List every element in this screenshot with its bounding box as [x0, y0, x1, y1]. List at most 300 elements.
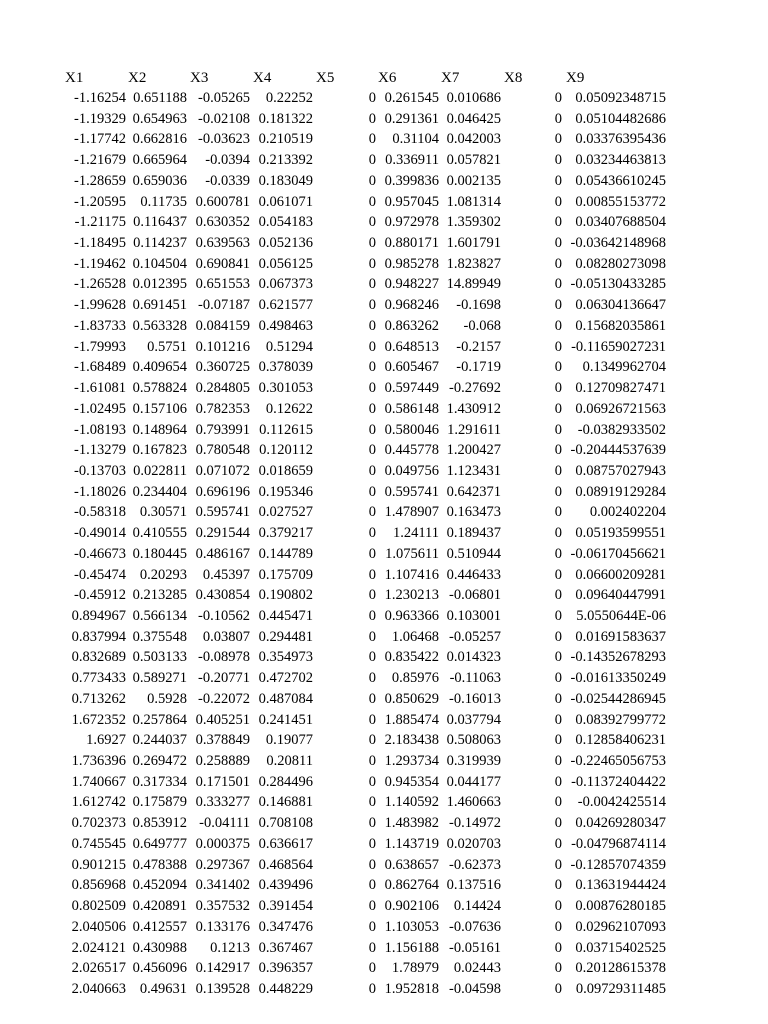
- cell-x5: 0: [368, 235, 376, 252]
- cell-x6: 0.945354: [384, 773, 439, 790]
- cell-x1: 1.736396: [71, 753, 126, 770]
- cell-x7: 1.430912: [446, 400, 501, 417]
- cell-x5: 0: [368, 690, 376, 707]
- cell-x4: 0.448229: [258, 980, 313, 997]
- cell-x7: -0.04598: [449, 980, 501, 997]
- cell-x1: 0.832689: [71, 649, 126, 666]
- cell-x7: -0.1719: [456, 359, 501, 376]
- cell-x1: 2.040506: [71, 918, 126, 935]
- column-header-x8: X8: [504, 70, 523, 86]
- cell-x3: 0.258889: [195, 753, 250, 770]
- cell-x8: 0: [554, 753, 562, 770]
- table-row: [0, 896, 768, 916]
- cell-x4: 0.22252: [265, 90, 313, 106]
- cell-x7: 1.291611: [447, 421, 501, 438]
- cell-x9: 0.15682035861: [575, 317, 666, 334]
- cell-x5: 0: [368, 670, 376, 687]
- cell-x2: 0.022811: [133, 462, 187, 479]
- cell-x6: 0.336911: [385, 152, 439, 169]
- cell-x8: 0: [554, 960, 562, 977]
- cell-x5: 0: [368, 877, 376, 894]
- cell-x5: 0: [368, 380, 376, 397]
- cell-x3: 0.639563: [195, 235, 250, 252]
- cell-x2: 0.456096: [132, 960, 187, 977]
- cell-x3: -0.0394: [205, 152, 250, 169]
- cell-x3: 0.430854: [195, 587, 250, 604]
- cell-x8: 0: [554, 421, 562, 438]
- cell-x2: 0.269472: [132, 753, 187, 770]
- cell-x3: 0.333277: [195, 794, 250, 811]
- cell-x5: 0: [368, 131, 376, 148]
- cell-x9: 0.08392799772: [575, 711, 666, 728]
- cell-x7: 1.359302: [446, 214, 501, 231]
- cell-x4: 0.621577: [258, 297, 313, 314]
- cell-x1: -1.02495: [74, 400, 126, 417]
- cell-x6: 0.85976: [391, 670, 439, 687]
- cell-x3: -0.04111: [199, 815, 250, 832]
- cell-x1: 0.702373: [71, 815, 126, 832]
- table-row: [0, 88, 768, 108]
- cell-x5: 0: [368, 753, 376, 770]
- cell-x3: 0.696196: [195, 483, 250, 500]
- cell-x2: 0.257864: [132, 711, 187, 728]
- cell-x5: 0: [368, 193, 376, 210]
- cell-x8: 0: [554, 815, 562, 832]
- cell-x1: -0.58318: [74, 504, 126, 521]
- cell-x4: 0.636617: [258, 835, 313, 852]
- cell-x8: 0: [554, 732, 562, 749]
- cell-x6: 0.638657: [384, 856, 439, 873]
- cell-x4: 0.284496: [258, 773, 313, 790]
- cell-x3: 0.03807: [202, 628, 250, 645]
- cell-x8: 0: [554, 110, 562, 127]
- cell-x3: -0.10562: [198, 608, 250, 624]
- cell-x2: 0.452094: [132, 877, 187, 894]
- cell-x8: 0: [554, 90, 562, 106]
- cell-x5: 0: [368, 918, 376, 935]
- cell-x1: -1.99628: [74, 297, 126, 314]
- cell-x8: 0: [554, 400, 562, 417]
- cell-x2: 0.116437: [133, 214, 187, 231]
- cell-x3: -0.20771: [198, 670, 250, 687]
- cell-x6: 0.902106: [384, 898, 439, 915]
- cell-x8: 0: [554, 317, 562, 334]
- column-header-x4: X4: [253, 70, 272, 86]
- cell-x5: 0: [368, 483, 376, 500]
- cell-x9: -0.11659027231: [571, 338, 666, 355]
- table-row: [0, 792, 768, 812]
- cell-x4: 0.12622: [265, 400, 313, 417]
- cell-x9: -0.20444537639: [570, 442, 666, 459]
- cell-x9: -0.03642148968: [570, 235, 666, 252]
- cell-x9: 0.1349962704: [582, 359, 666, 376]
- cell-x1: -1.18495: [74, 235, 126, 252]
- cell-x2: 0.651188: [133, 90, 187, 106]
- cell-x2: 0.566134: [132, 608, 187, 624]
- cell-x6: 1.103053: [384, 918, 439, 935]
- cell-x6: 1.478907: [384, 504, 439, 521]
- table-row: [0, 813, 768, 833]
- cell-x6: 1.075611: [385, 545, 439, 562]
- cell-x2: 0.665964: [132, 152, 187, 169]
- cell-x7: -0.06801: [449, 587, 501, 604]
- cell-x5: 0: [368, 711, 376, 728]
- column-header-x1: X1: [65, 70, 84, 86]
- cell-x2: 0.180445: [132, 545, 187, 562]
- cell-x9: -0.05130433285: [570, 276, 666, 293]
- cell-x3: -0.05265: [198, 90, 250, 106]
- cell-x9: 0.08757027943: [575, 462, 666, 479]
- cell-x2: 0.563328: [132, 317, 187, 334]
- cell-x1: -0.49014: [74, 525, 126, 542]
- cell-x8: 0: [554, 214, 562, 231]
- cell-x5: 0: [368, 214, 376, 231]
- column-header-x6: X6: [378, 70, 397, 86]
- cell-x1: -1.79993: [74, 338, 126, 355]
- cell-x7: -0.11063: [449, 670, 501, 687]
- cell-x4: 0.052136: [258, 235, 313, 252]
- cell-x2: 0.104504: [132, 255, 187, 272]
- cell-x4: 0.498463: [258, 317, 313, 334]
- cell-x9: 0.08919129284: [575, 483, 666, 500]
- cell-x2: 0.5928: [147, 690, 187, 707]
- cell-x1: -0.46673: [74, 545, 126, 562]
- cell-x7: 0.510944: [446, 545, 501, 562]
- cell-x9: 0.002402204: [589, 504, 666, 521]
- cell-x4: 0.054183: [258, 214, 313, 231]
- cell-x2: 0.012395: [132, 276, 187, 293]
- cell-x7: 0.046425: [446, 110, 501, 127]
- cell-x9: 0.13631944424: [575, 877, 666, 894]
- cell-x4: 0.378039: [258, 359, 313, 376]
- table-row: [0, 502, 768, 522]
- cell-x9: 0.03407688504: [575, 214, 666, 231]
- cell-x7: 0.010686: [446, 90, 501, 106]
- cell-x5: 0: [368, 856, 376, 873]
- cell-x4: 0.347476: [258, 918, 313, 935]
- cell-x1: 0.901215: [71, 856, 126, 873]
- cell-x6: 1.483982: [384, 815, 439, 832]
- cell-x5: 0: [368, 276, 376, 293]
- cell-x6: 0.862764: [384, 877, 439, 894]
- cell-x5: 0: [368, 110, 376, 127]
- cell-x5: 0: [368, 649, 376, 666]
- cell-x8: 0: [554, 628, 562, 645]
- cell-x8: 0: [554, 483, 562, 500]
- table-row: [0, 109, 768, 129]
- cell-x3: -0.02108: [198, 110, 250, 127]
- cell-x4: 0.027527: [258, 504, 313, 521]
- cell-x6: 0.963366: [384, 608, 439, 624]
- cell-x2: 0.412557: [132, 918, 187, 935]
- cell-x8: 0: [554, 235, 562, 252]
- cell-x8: 0: [554, 193, 562, 210]
- table-row: [0, 627, 768, 647]
- cell-x8: 0: [554, 877, 562, 894]
- cell-x7: -0.07636: [449, 918, 501, 935]
- cell-x7: 14.89949: [446, 276, 501, 293]
- table-row: [0, 689, 768, 709]
- cell-x9: 0.01691583637: [575, 628, 666, 645]
- cell-x9: 0.06304136647: [575, 297, 666, 314]
- cell-x1: 0.802509: [71, 898, 126, 915]
- cell-x5: 0: [368, 525, 376, 542]
- cell-x2: 0.662816: [132, 131, 187, 148]
- cell-x4: 0.144789: [258, 545, 313, 562]
- cell-x8: 0: [554, 525, 562, 542]
- cell-x6: 0.648513: [384, 338, 439, 355]
- cell-x4: 0.181322: [258, 110, 313, 127]
- cell-x2: 0.244037: [132, 732, 187, 749]
- cell-x1: -1.68489: [74, 359, 126, 376]
- cell-x2: 0.157106: [132, 400, 187, 417]
- cell-x1: 1.612742: [71, 794, 126, 811]
- table-row: [0, 399, 768, 419]
- cell-x7: -0.068: [463, 317, 501, 334]
- cell-x5: 0: [368, 90, 376, 106]
- cell-x8: 0: [554, 255, 562, 272]
- cell-x5: 0: [368, 773, 376, 790]
- cell-x6: 0.605467: [384, 359, 439, 376]
- cell-x4: 0.175709: [258, 566, 313, 583]
- table-row: [0, 129, 768, 149]
- cell-x4: 0.20811: [266, 753, 313, 770]
- cell-x9: -0.12857074359: [570, 856, 666, 873]
- cell-x7: 1.123431: [446, 462, 501, 479]
- cell-x1: -1.18026: [74, 483, 126, 500]
- cell-x6: 0.31104: [392, 131, 439, 148]
- cell-x3: 0.782353: [195, 400, 250, 417]
- cell-x9: 0.12858406231: [575, 732, 666, 749]
- cell-x7: 0.446433: [446, 566, 501, 583]
- cell-x3: 0.291544: [195, 525, 250, 542]
- cell-x8: 0: [554, 711, 562, 728]
- cell-x9: 0.00855153772: [575, 193, 666, 210]
- cell-x6: 0.850629: [384, 690, 439, 707]
- column-header-x9: X9: [566, 70, 585, 86]
- cell-x6: 1.885474: [384, 711, 439, 728]
- cell-x3: 0.793991: [195, 421, 250, 438]
- cell-x2: 0.167823: [132, 442, 187, 459]
- cell-x4: 0.213392: [258, 152, 313, 169]
- cell-x7: 0.137516: [446, 877, 501, 894]
- cell-x5: 0: [368, 960, 376, 977]
- cell-x3: 0.084159: [195, 317, 250, 334]
- cell-x6: 1.107416: [384, 566, 439, 583]
- table-row: [0, 192, 768, 212]
- cell-x9: 0.06600209281: [575, 566, 666, 583]
- cell-x3: 0.071072: [195, 462, 250, 479]
- cell-x2: 0.148964: [132, 421, 187, 438]
- cell-x8: 0: [554, 297, 562, 314]
- cell-x4: 0.210519: [258, 131, 313, 148]
- cell-x6: 1.24111: [392, 525, 439, 542]
- table-row: [0, 233, 768, 253]
- cell-x4: 0.367467: [258, 939, 313, 956]
- table-row: [0, 378, 768, 398]
- cell-x9: -0.06170456621: [570, 545, 666, 562]
- cell-x8: 0: [554, 359, 562, 376]
- table-row: [0, 254, 768, 274]
- cell-x7: 0.057821: [446, 152, 501, 169]
- cell-x1: -1.08193: [74, 421, 126, 438]
- cell-x5: 0: [368, 255, 376, 272]
- cell-x1: -1.83733: [74, 317, 126, 334]
- cell-x9: 0.12709827471: [575, 380, 666, 397]
- cell-x3: 0.000375: [195, 835, 250, 852]
- cell-x1: -1.16254: [74, 90, 126, 106]
- cell-x1: -1.13279: [74, 442, 126, 459]
- cell-x9: 0.06926721563: [575, 400, 666, 417]
- cell-x4: 0.061071: [258, 193, 313, 210]
- cell-x6: 1.06468: [391, 628, 439, 645]
- table-row: [0, 440, 768, 460]
- cell-x5: 0: [368, 794, 376, 811]
- cell-x6: 1.230213: [384, 587, 439, 604]
- cell-x7: -0.62373: [449, 856, 501, 873]
- column-header-x2: X2: [128, 70, 147, 86]
- cell-x3: 0.405251: [195, 711, 250, 728]
- cell-x4: 0.19077: [265, 732, 313, 749]
- cell-x8: 0: [554, 172, 562, 189]
- cell-x2: 0.5751: [147, 338, 187, 355]
- cell-x3: 0.1213: [210, 939, 250, 956]
- cell-x6: 0.957045: [384, 193, 439, 210]
- table-row: [0, 316, 768, 336]
- table-row: [0, 834, 768, 854]
- cell-x5: 0: [368, 545, 376, 562]
- cell-x8: 0: [554, 690, 562, 707]
- cell-x8: 0: [554, 152, 562, 169]
- cell-x1: -1.61081: [74, 380, 126, 397]
- cell-x9: 0.05436610245: [575, 172, 666, 189]
- table-row: [0, 751, 768, 771]
- cell-x7: -0.05257: [449, 628, 501, 645]
- table-row: [0, 585, 768, 605]
- cell-x3: 0.139528: [195, 980, 250, 997]
- cell-x1: 1.740667: [71, 773, 126, 790]
- table-row: [0, 420, 768, 440]
- table-row: [0, 647, 768, 667]
- cell-x9: 0.09640447991: [575, 587, 666, 604]
- cell-x8: 0: [554, 773, 562, 790]
- cell-x5: 0: [368, 980, 376, 997]
- cell-x5: 0: [368, 442, 376, 459]
- cell-x9: 0.03376395436: [575, 131, 666, 148]
- cell-x4: 0.439496: [258, 877, 313, 894]
- cell-x6: 1.156188: [384, 939, 439, 956]
- cell-x4: 0.018659: [258, 462, 313, 479]
- cell-x5: 0: [368, 939, 376, 956]
- cell-x1: 0.837994: [71, 628, 126, 645]
- cell-x6: 1.78979: [391, 960, 439, 977]
- cell-x3: 0.45397: [202, 566, 250, 583]
- cell-x7: 0.189437: [446, 525, 501, 542]
- column-header-x5: X5: [316, 70, 335, 86]
- cell-x9: 0.05193599551: [575, 525, 666, 542]
- cell-x5: 0: [368, 152, 376, 169]
- table-row: [0, 482, 768, 502]
- cell-x6: 0.261545: [384, 90, 439, 106]
- cell-x2: 0.175879: [132, 794, 187, 811]
- cell-x3: 0.297367: [195, 856, 250, 873]
- cell-x6: 0.880171: [384, 235, 439, 252]
- cell-x9: -0.02544286945: [570, 690, 666, 707]
- cell-x8: 0: [554, 276, 562, 293]
- cell-x4: 0.391454: [258, 898, 313, 915]
- table-row: [0, 357, 768, 377]
- cell-x4: 0.379217: [258, 525, 313, 542]
- cell-x7: 0.044177: [446, 773, 501, 790]
- cell-x7: -0.05161: [449, 939, 501, 956]
- cell-x3: 0.357532: [195, 898, 250, 915]
- table-row: [0, 730, 768, 750]
- cell-x9: -0.04796874114: [571, 835, 666, 852]
- cell-x1: 0.856968: [71, 877, 126, 894]
- cell-x7: -0.14972: [449, 815, 501, 832]
- cell-x8: 0: [554, 939, 562, 956]
- cell-x3: 0.486167: [195, 545, 250, 562]
- cell-x5: 0: [368, 628, 376, 645]
- cell-x7: 0.508063: [446, 732, 501, 749]
- table-row: [0, 772, 768, 792]
- cell-x3: 0.171501: [195, 773, 250, 790]
- cell-x2: 0.213285: [132, 587, 187, 604]
- cell-x3: 0.630352: [195, 214, 250, 231]
- cell-x1: -1.26528: [74, 276, 126, 293]
- cell-x8: 0: [554, 898, 562, 915]
- cell-x1: 2.024121: [71, 939, 126, 956]
- cell-x5: 0: [368, 359, 376, 376]
- cell-x7: 1.601791: [446, 235, 501, 252]
- cell-x4: 0.120112: [259, 442, 313, 459]
- table-row: [0, 337, 768, 357]
- cell-x8: 0: [554, 670, 562, 687]
- table-row: [0, 855, 768, 875]
- cell-x7: 0.014323: [446, 649, 501, 666]
- cell-x2: 0.20293: [139, 566, 187, 583]
- cell-x6: 0.948227: [384, 276, 439, 293]
- cell-x5: 0: [368, 898, 376, 915]
- cell-x3: 0.284805: [195, 380, 250, 397]
- cell-x4: 0.396357: [258, 960, 313, 977]
- cell-x9: 0.05104482686: [575, 110, 666, 127]
- cell-x5: 0: [368, 566, 376, 583]
- cell-x3: -0.0339: [205, 172, 250, 189]
- cell-x2: 0.659036: [132, 172, 187, 189]
- table-row: [0, 295, 768, 315]
- cell-x6: 0.291361: [384, 110, 439, 127]
- cell-x1: -1.19462: [74, 255, 126, 272]
- cell-x4: 0.146881: [258, 794, 313, 811]
- table-row: [0, 544, 768, 564]
- cell-x7: 0.642371: [446, 483, 501, 500]
- cell-x9: 0.09729311485: [575, 980, 666, 997]
- cell-x7: 1.081314: [446, 193, 501, 210]
- cell-x6: 0.835422: [384, 649, 439, 666]
- cell-x2: 0.114237: [133, 235, 187, 252]
- cell-x9: 0.02962107093: [575, 918, 666, 935]
- cell-x8: 0: [554, 131, 562, 148]
- cell-x9: 0.03715402525: [575, 939, 666, 956]
- cell-x6: 1.952818: [384, 980, 439, 997]
- cell-x4: 0.445471: [258, 608, 313, 624]
- cell-x4: 0.067373: [258, 276, 313, 293]
- cell-x1: -0.13703: [74, 462, 126, 479]
- cell-x9: 0.04269280347: [575, 815, 666, 832]
- cell-x8: 0: [554, 587, 562, 604]
- cell-x4: 0.708108: [258, 815, 313, 832]
